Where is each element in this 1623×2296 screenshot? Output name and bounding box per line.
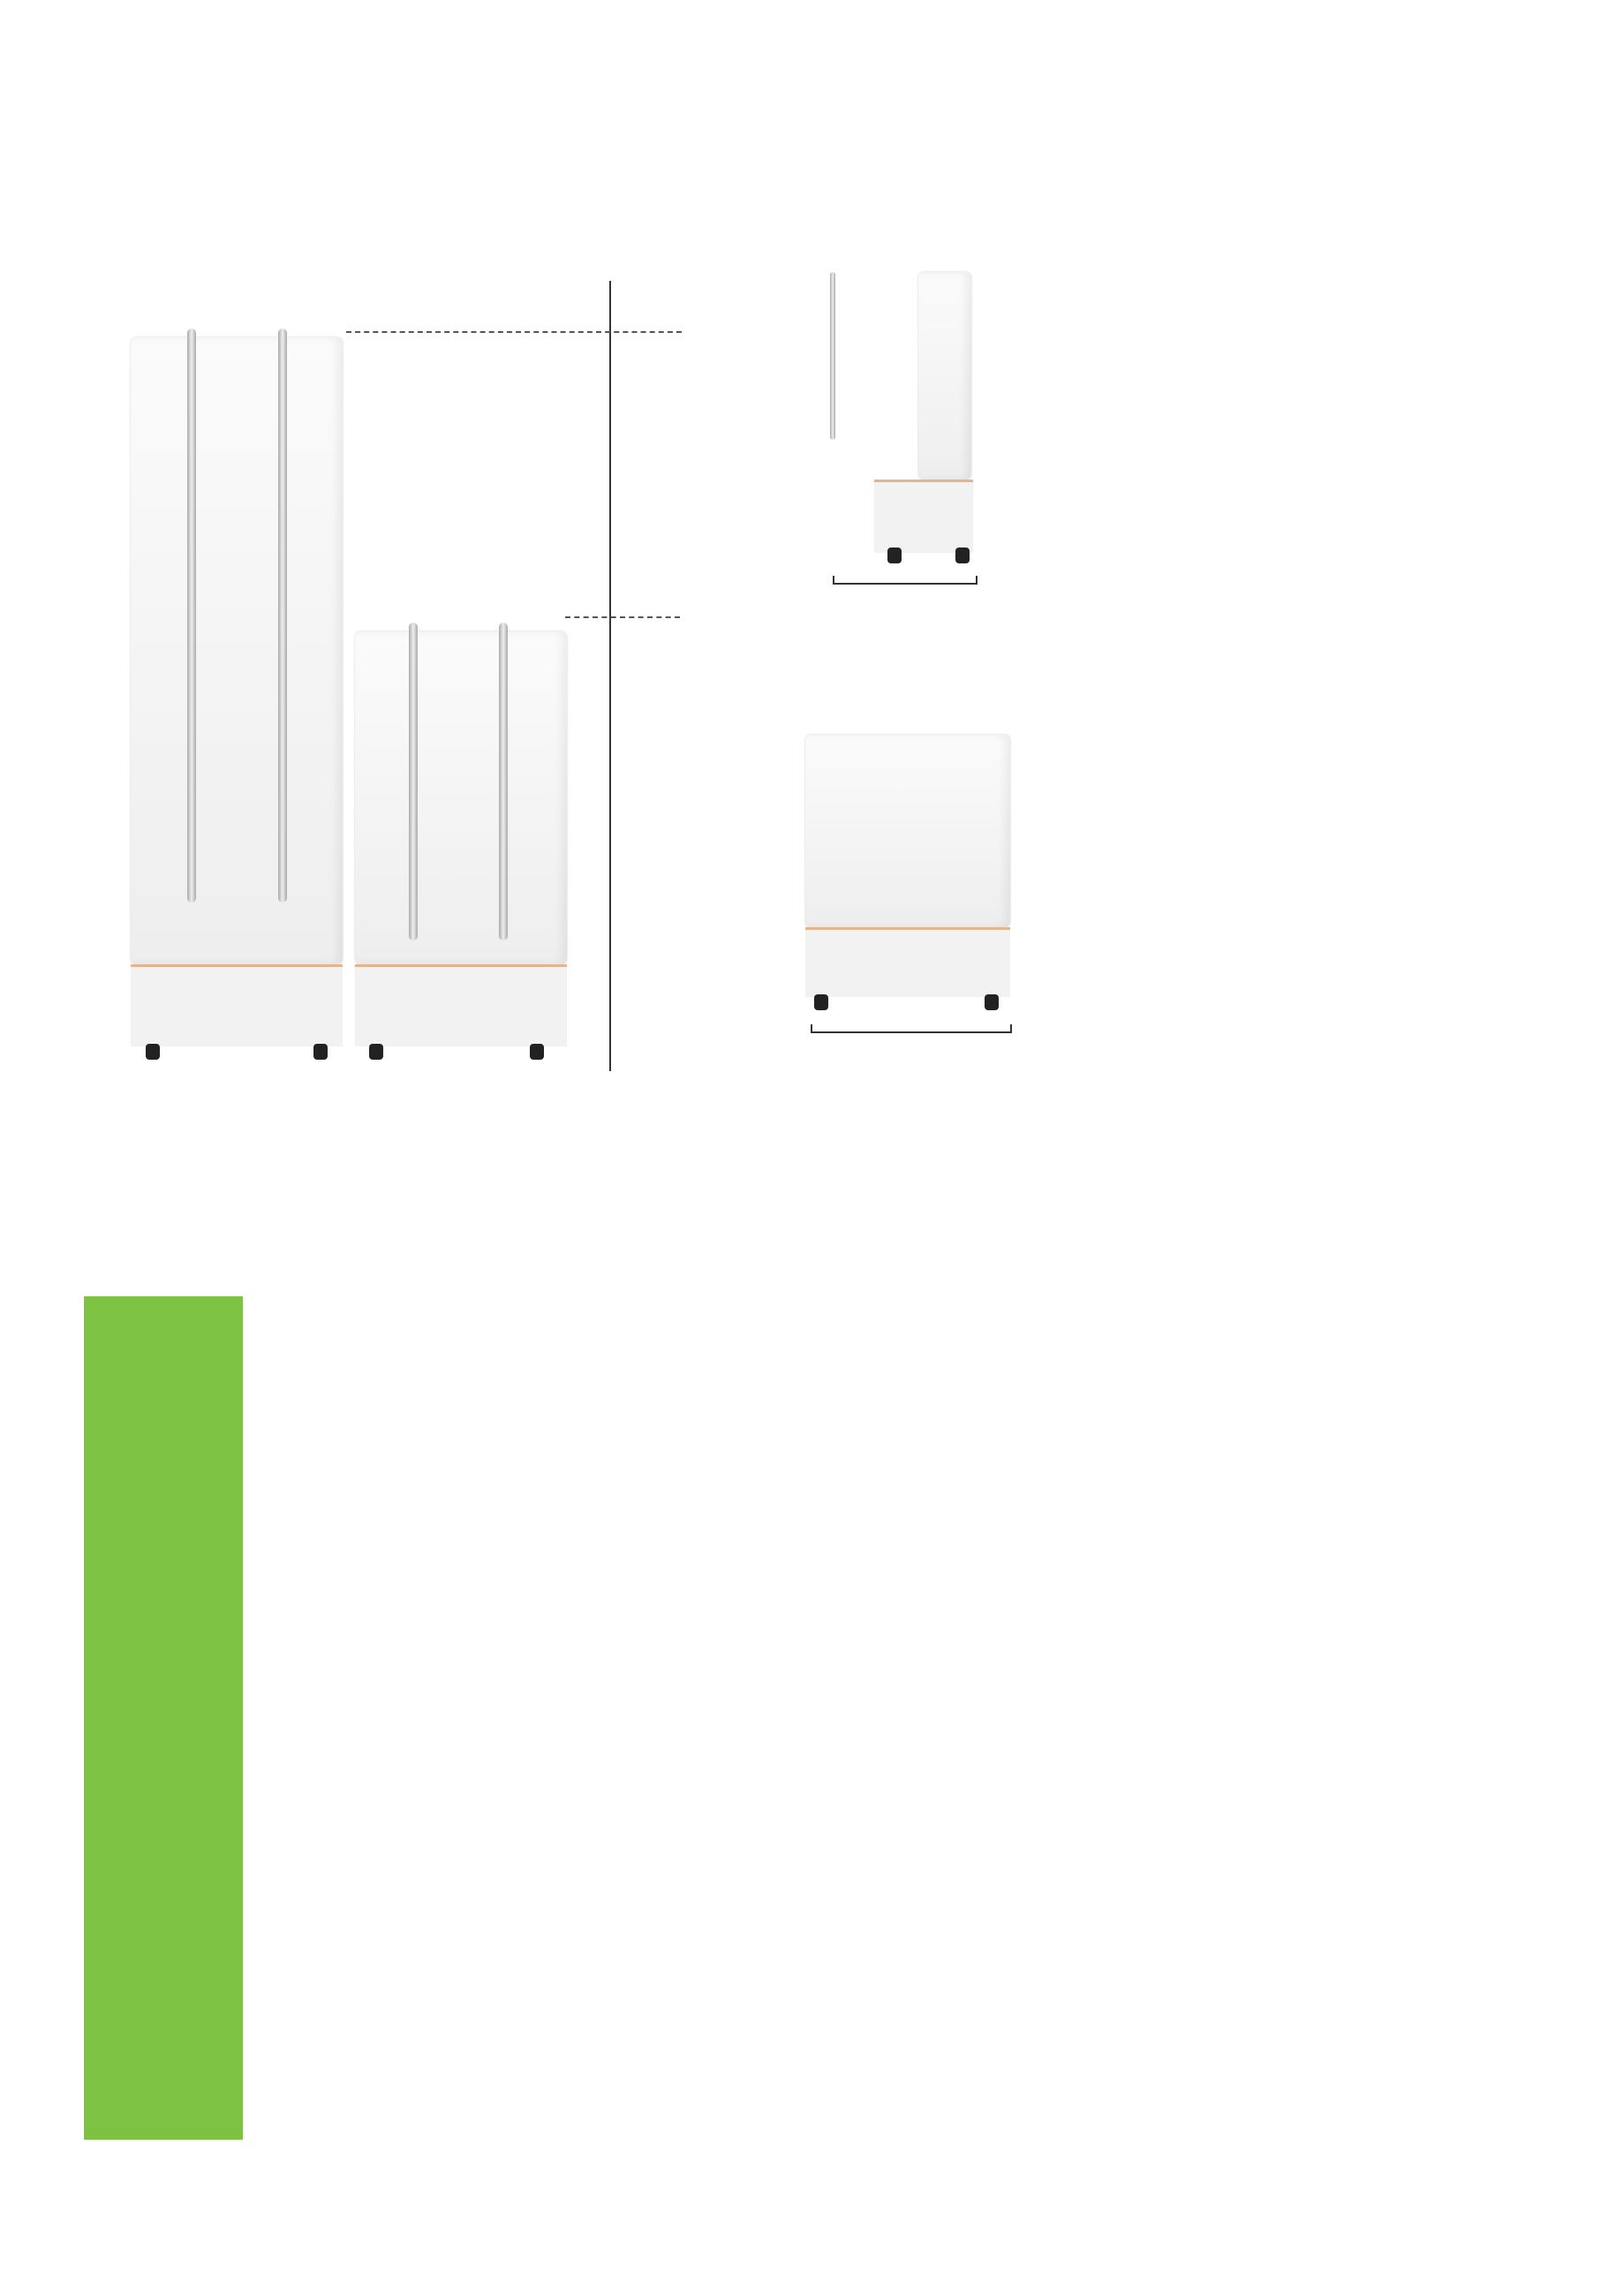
recommended-band (84, 1296, 243, 2140)
depth-bracket (833, 576, 978, 585)
wheel (146, 1044, 160, 1060)
side-tower (918, 272, 971, 480)
tall-unit-tower (131, 337, 343, 964)
wheel (814, 994, 828, 1010)
light-pole (499, 623, 508, 940)
width-bracket (811, 1024, 1012, 1033)
height-axis (609, 281, 611, 1071)
wheel (369, 1044, 383, 1060)
light-pole (187, 329, 196, 903)
wheel (955, 548, 970, 563)
wheel (530, 1044, 544, 1060)
front-tower (805, 735, 1010, 927)
standard-unit-tower (355, 631, 567, 964)
wheel (887, 548, 902, 563)
standard-unit-base (355, 964, 567, 1046)
tall-height-line (346, 331, 682, 333)
plant-grid (245, 1296, 1539, 2140)
light-pole (409, 623, 418, 940)
light-pole (278, 329, 287, 903)
standard-height-line (565, 616, 680, 618)
side-light-pole (830, 272, 835, 440)
front-base (805, 927, 1010, 997)
side-base (874, 480, 973, 553)
wheel (313, 1044, 328, 1060)
wheel (985, 994, 999, 1010)
tall-unit-base (131, 964, 343, 1046)
